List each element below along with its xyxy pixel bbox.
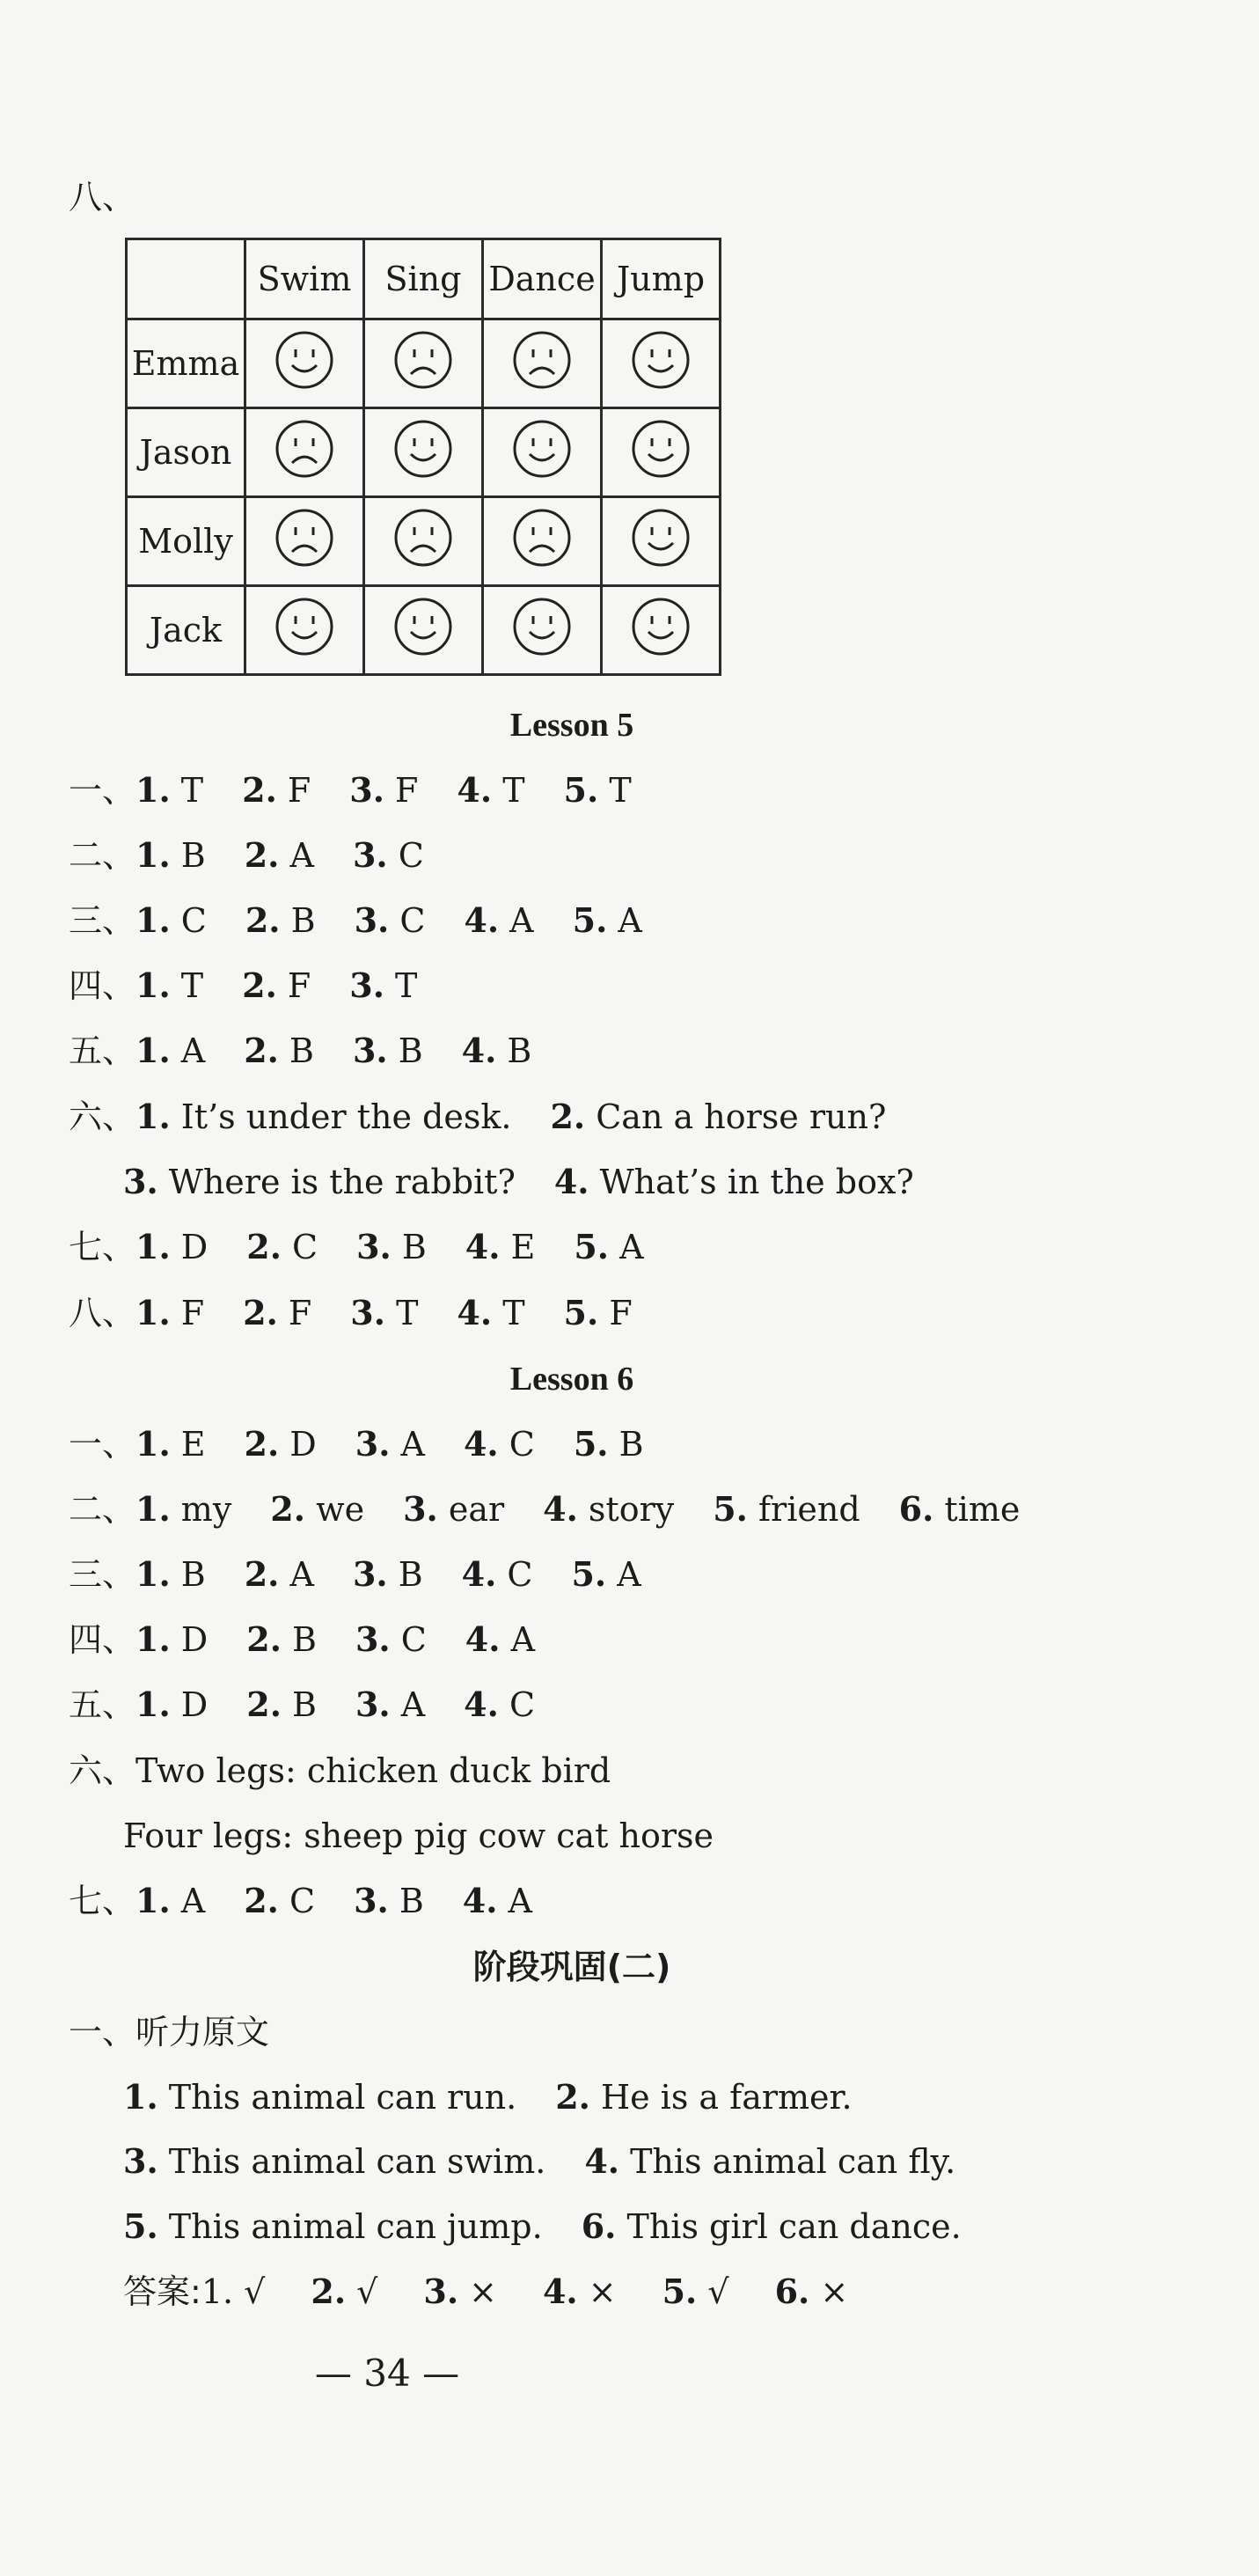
lesson-5-title: Lesson 5 — [509, 707, 634, 744]
item-number: 2. — [550, 1097, 586, 1136]
item-number: 6. — [581, 2206, 617, 2246]
item-number: 5. — [713, 1489, 748, 1529]
item-number: 4. — [543, 1489, 578, 1529]
item-number: 1. — [135, 1293, 171, 1332]
answer-text: A — [289, 1555, 314, 1594]
lesson-6-title: Lesson 6 — [509, 1361, 634, 1398]
item-number: 4. — [553, 1162, 589, 1201]
answer-text: A — [289, 836, 314, 875]
face-cell — [245, 497, 364, 586]
answer-text: A — [180, 1882, 206, 1920]
answer-text: A — [180, 1031, 206, 1070]
answer-text: B — [399, 1882, 424, 1920]
answer-text: T — [395, 966, 418, 1005]
item-number: 2. — [246, 1684, 282, 1724]
smiley-face-icon — [631, 419, 691, 479]
face-cell — [483, 319, 602, 408]
answer-line — [69, 899, 642, 942]
smiley-face-icon — [512, 597, 572, 657]
transcript-text: This animal can fly. — [630, 2142, 956, 2181]
item-number: 1. — [123, 2077, 158, 2117]
answer-label: 答案: — [123, 2272, 201, 2311]
question-number: 二、 — [69, 1490, 136, 1529]
answer-text: T — [502, 1294, 525, 1332]
item-number: 1. — [135, 1489, 171, 1529]
table-corner-cell — [127, 239, 245, 319]
item-number: 2. — [243, 1293, 278, 1332]
answer-text: F — [287, 771, 311, 810]
table-row — [127, 408, 721, 497]
face-cell — [364, 408, 483, 497]
row-name: Emma — [127, 319, 245, 408]
answer-text: C — [292, 1228, 318, 1266]
item-number: 2. — [244, 1881, 279, 1920]
item-number: 3. — [350, 1293, 385, 1332]
answer-text: C — [509, 1685, 536, 1724]
answer-line — [69, 1684, 535, 1726]
question-number: 六、 — [69, 1751, 136, 1790]
answer-mark: √ — [707, 2272, 729, 2311]
answer-text: D — [289, 1425, 317, 1464]
transcript-line — [123, 2140, 955, 2183]
answer-line — [69, 834, 424, 877]
answer-text: C — [180, 901, 207, 940]
item-number: 2. — [244, 1424, 280, 1464]
item-number: 2. — [245, 900, 281, 940]
item-number: 4. — [584, 2141, 619, 2181]
question-number: 一、 — [69, 1425, 136, 1464]
item-number: 5. — [563, 1293, 599, 1332]
question-number: 五、 — [69, 1031, 136, 1070]
answer-line — [69, 965, 417, 1007]
answer-mark: √ — [244, 2272, 266, 2311]
answer-line — [69, 1553, 641, 1596]
question-number: 七、 — [69, 1228, 136, 1266]
item-number: 1. — [135, 1227, 171, 1266]
question-number: 二、 — [69, 836, 136, 875]
answer-text: B — [180, 836, 206, 875]
item-number: 5. — [571, 1554, 607, 1594]
answer-text: A — [619, 1228, 644, 1266]
item-number: 3. — [352, 835, 388, 875]
item-number: 3. — [403, 1489, 438, 1529]
face-cell — [483, 497, 602, 586]
answer-text: F — [609, 1294, 633, 1332]
face-cell — [364, 319, 483, 408]
item-number: 4. — [461, 1554, 497, 1594]
answer-text: Where is the rabbit? — [168, 1163, 516, 1201]
item-number: 1. — [135, 1097, 171, 1136]
item-number: 5. — [574, 1227, 609, 1266]
answer-text: we — [316, 1490, 365, 1529]
smiley-face-icon — [274, 330, 334, 390]
answer-text: Two legs: chicken duck bird — [135, 1751, 611, 1790]
smiley-face-icon — [631, 508, 691, 568]
item-number: 5. — [572, 900, 608, 940]
item-number: 2. — [242, 965, 277, 1005]
answer-text: B — [398, 1031, 423, 1070]
item-number: 2. — [555, 2077, 590, 2117]
smiley-face-icon — [631, 330, 691, 390]
sad-face-icon — [393, 508, 453, 568]
listening-label: 一、听力原文 — [69, 2013, 270, 2051]
item-number: 4. — [463, 1424, 499, 1464]
answer-text: story — [588, 1490, 675, 1529]
transcript-text: This animal can run. — [168, 2078, 517, 2117]
answer-text: D — [180, 1620, 209, 1659]
column-header: Swim — [245, 239, 364, 319]
question-number: 三、 — [69, 901, 136, 940]
answer-text: B — [398, 1555, 423, 1594]
answer-text: F — [288, 1294, 312, 1332]
item-number: 4. — [462, 1881, 498, 1920]
answer-line — [69, 1618, 535, 1661]
item-number: 3. — [352, 1554, 388, 1594]
transcript-text: This animal can jump. — [168, 2207, 543, 2246]
answer-line — [69, 769, 632, 811]
face-cell — [602, 497, 721, 586]
answer-text: C — [398, 836, 424, 875]
answer-text: Four legs: sheep pig cow cat horse — [123, 1816, 714, 1855]
item-number: 1. — [201, 2272, 234, 2311]
item-number: 4. — [457, 1293, 493, 1332]
item-number: 6. — [898, 1489, 934, 1529]
face-cell — [602, 586, 721, 675]
answer-text: friend — [758, 1490, 860, 1529]
table-row — [127, 586, 721, 675]
sad-face-icon — [512, 508, 572, 568]
item-number: 5. — [662, 2271, 698, 2311]
smiley-face-icon — [393, 597, 453, 657]
answer-mark: × — [588, 2272, 617, 2311]
answer-text: A — [510, 1620, 536, 1659]
answer-text: E — [510, 1228, 536, 1266]
item-number: 3. — [355, 1619, 391, 1659]
answer-line — [69, 1880, 532, 1922]
item-number: 3. — [355, 1684, 391, 1724]
item-number: 2. — [246, 1227, 282, 1266]
item-number: 4. — [464, 900, 500, 940]
item-number: 1. — [135, 1684, 171, 1724]
section-8-label: 八、 — [69, 178, 136, 217]
answer-text: A — [508, 1882, 532, 1920]
answer-text: Can a horse run? — [596, 1097, 887, 1136]
item-number: 2. — [244, 1554, 280, 1594]
item-number: 3. — [355, 1424, 391, 1464]
item-number: 3. — [356, 1227, 392, 1266]
answer-text: C — [509, 1425, 535, 1464]
smiley-face-icon — [393, 419, 453, 479]
answer-text: time — [944, 1490, 1021, 1529]
item-number: 4. — [461, 1031, 497, 1070]
activity-table — [125, 238, 721, 676]
answer-text: C — [289, 1882, 316, 1920]
stage-answers — [123, 2271, 848, 2313]
item-number: 1. — [135, 1031, 171, 1070]
answer-line — [69, 1096, 886, 1138]
answer-text: ear — [448, 1490, 505, 1529]
question-number: 四、 — [69, 966, 136, 1005]
item-number: 3. — [354, 900, 390, 940]
answer-line — [69, 1423, 644, 1465]
question-number: 五、 — [69, 1685, 136, 1724]
answer-text: B — [292, 1685, 317, 1724]
face-cell — [483, 586, 602, 675]
answer-text: T — [502, 771, 525, 810]
column-header: Dance — [483, 239, 602, 319]
item-number: 2. — [244, 1031, 279, 1070]
item-number: 1. — [135, 900, 171, 940]
item-number: 2. — [242, 770, 277, 810]
question-number: 一、 — [69, 771, 136, 810]
item-number: 2. — [246, 1619, 282, 1659]
item-number: 6. — [774, 2271, 810, 2311]
transcript-text: This girl can dance. — [626, 2207, 962, 2246]
face-cell — [602, 319, 721, 408]
transcript-text: This animal can swim. — [168, 2142, 546, 2181]
item-number: 3. — [123, 2141, 158, 2181]
page-number: — 34 — — [314, 2352, 460, 2395]
column-header: Sing — [364, 239, 483, 319]
answer-text: E — [180, 1425, 206, 1464]
answer-mark: × — [820, 2272, 849, 2311]
sad-face-icon — [274, 419, 334, 479]
answer-line — [123, 1161, 914, 1203]
answer-line — [69, 1488, 1020, 1530]
answer-text: B — [290, 901, 316, 940]
item-number: 3. — [123, 1162, 158, 1201]
face-cell — [483, 408, 602, 497]
face-cell — [364, 497, 483, 586]
answer-text: B — [292, 1620, 317, 1659]
answer-text: A — [400, 1685, 426, 1724]
answer-text: D — [180, 1228, 209, 1266]
answer-mark: × — [469, 2272, 497, 2311]
transcript-line — [123, 2205, 962, 2248]
item-number: 5. — [563, 770, 599, 810]
transcript-line — [123, 2076, 853, 2118]
face-cell — [245, 408, 364, 497]
answer-text: T — [180, 966, 204, 1005]
item-number: 4. — [457, 770, 493, 810]
face-cell — [245, 586, 364, 675]
question-number: 三、 — [69, 1555, 136, 1594]
question-number: 六、 — [69, 1097, 136, 1136]
item-number: 3. — [349, 965, 384, 1005]
item-number: 1. — [135, 1881, 171, 1920]
answer-text: It’s under the desk. — [180, 1097, 512, 1136]
item-number: 1. — [135, 1619, 171, 1659]
answer-line — [69, 1226, 644, 1268]
item-number: 3. — [423, 2271, 459, 2311]
item-number: 2. — [244, 835, 280, 875]
answer-text: What’s in the box? — [599, 1163, 914, 1201]
item-number: 3. — [352, 1031, 388, 1070]
sad-face-icon — [274, 508, 334, 568]
answer-text: A — [400, 1425, 425, 1464]
item-number: 3. — [349, 770, 384, 810]
answer-text: T — [180, 771, 204, 810]
item-number: 1. — [135, 770, 171, 810]
answer-text: F — [395, 771, 419, 810]
question-number: 四、 — [69, 1620, 136, 1659]
item-number: 4. — [465, 1227, 501, 1266]
answer-line — [69, 1750, 611, 1792]
answer-text: my — [180, 1490, 232, 1529]
item-number: 3. — [354, 1881, 389, 1920]
face-cell — [602, 408, 721, 497]
smiley-face-icon — [512, 419, 572, 479]
sad-face-icon — [393, 330, 453, 390]
item-number: 1. — [135, 965, 171, 1005]
answer-text: T — [609, 771, 632, 810]
answer-text: B — [180, 1555, 206, 1594]
item-number: 4. — [465, 1619, 501, 1659]
item-number: 4. — [542, 2271, 578, 2311]
question-number: 七、 — [69, 1882, 136, 1920]
item-number: 1. — [135, 835, 171, 875]
item-number: 2. — [311, 2271, 347, 2311]
answer-text: D — [180, 1685, 209, 1724]
item-number: 1. — [135, 1554, 171, 1594]
row-name: Molly — [127, 497, 245, 586]
answer-text: F — [287, 966, 311, 1005]
answer-text: A — [509, 901, 534, 940]
table-row — [127, 319, 721, 408]
answer-text: B — [289, 1031, 314, 1070]
row-name: Jason — [127, 408, 245, 497]
answer-text: C — [399, 901, 426, 940]
answer-mark: √ — [356, 2272, 378, 2311]
row-name: Jack — [127, 586, 245, 675]
answer-text: A — [618, 901, 642, 940]
answer-text: F — [180, 1294, 205, 1332]
face-cell — [245, 319, 364, 408]
answer-text: B — [507, 1031, 532, 1070]
smiley-face-icon — [631, 597, 691, 657]
item-number: 5. — [573, 1424, 609, 1464]
answer-text: A — [617, 1555, 641, 1594]
answer-line — [69, 1292, 633, 1334]
answer-line — [123, 1815, 714, 1857]
face-cell — [364, 586, 483, 675]
answer-text: C — [400, 1620, 427, 1659]
table-row — [127, 497, 721, 586]
answer-text: B — [619, 1425, 644, 1464]
answer-line — [69, 1030, 531, 1072]
sad-face-icon — [512, 330, 572, 390]
answer-text: B — [401, 1228, 427, 1266]
smiley-face-icon — [274, 597, 334, 657]
answer-text: C — [507, 1555, 533, 1594]
stage-review-title: 阶段巩固(二) — [472, 1948, 671, 1986]
question-number: 八、 — [69, 1294, 136, 1332]
answer-text: T — [396, 1294, 419, 1332]
item-number: 1. — [135, 1424, 171, 1464]
transcript-text: He is a farmer. — [600, 2078, 853, 2117]
item-number: 2. — [270, 1489, 305, 1529]
column-header: Jump — [602, 239, 721, 319]
item-number: 5. — [123, 2206, 158, 2246]
item-number: 4. — [464, 1684, 499, 1724]
